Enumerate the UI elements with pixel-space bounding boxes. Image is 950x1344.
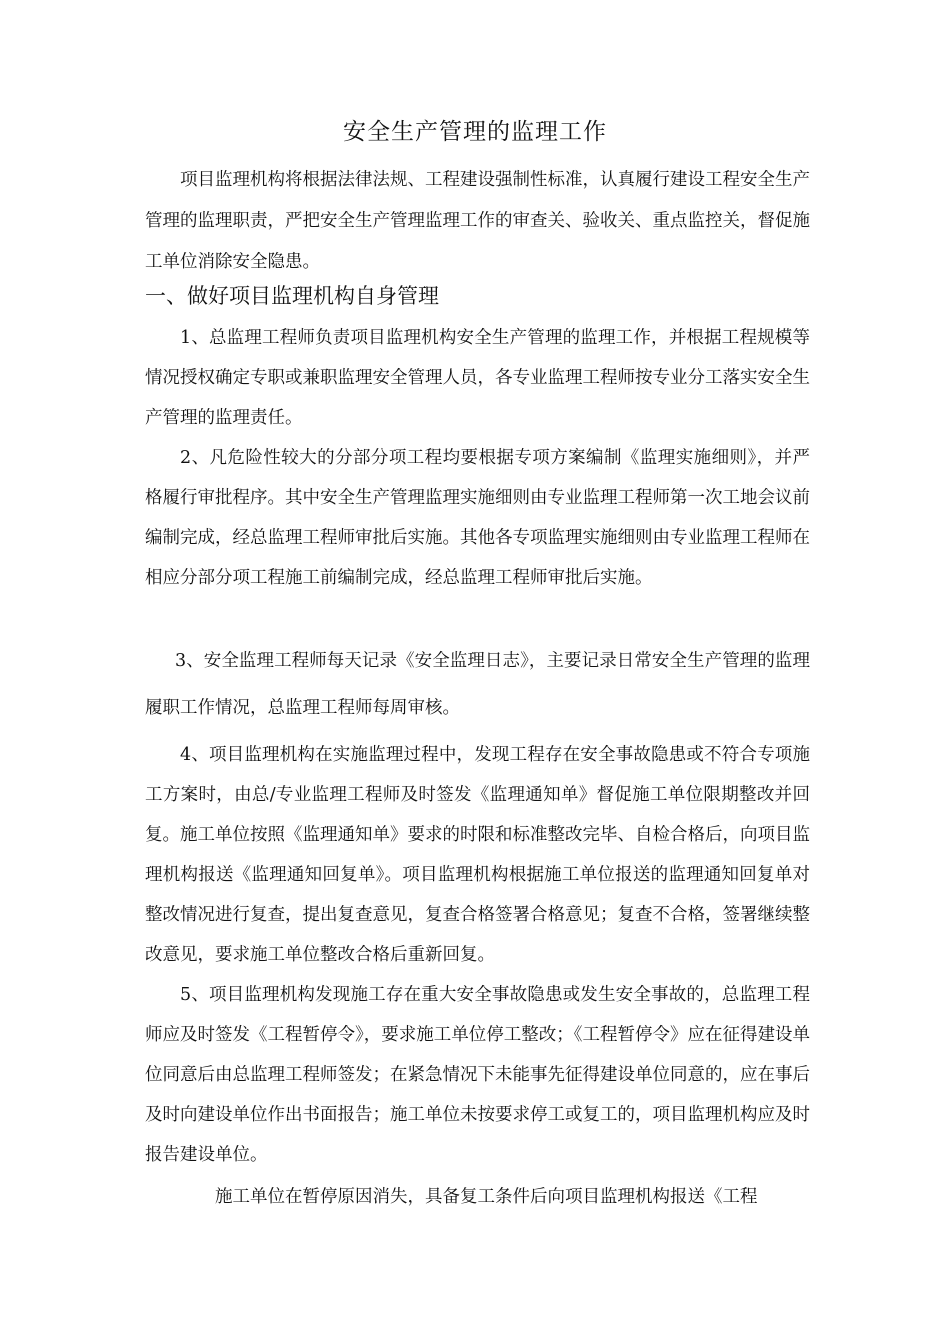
list-item: 2、凡危险性较大的分部分项工程均要根据专项方案编制《监理实施细则》，并严格履行审批程序。其中安全生产管理监理实施细则由专业监理工程师第一次工地会议前编制完成，经总监理工程师审批后实施。其他各专项监理实施细则由专业监理工程师在相应分部分项工程施工前编制完成，经总监理工程师审批后实施。 xyxy=(145,448,810,588)
list-item: 3、安全监理工程师每天记录《安全监理日志》，主要记录日常安全生产管理的监理履职工作情况，总监理工程师每周审核。 xyxy=(145,651,810,718)
list-item: 4、项目监理机构在实施监理过程中，发现工程存在安全事故隐患或不符合专项施工方案时，由总/专业监理工程师及时签发《监理通知单》督促施工单位限期整改并回复。施工单位按照《监理通知单》要求的时限和标准整改完毕、自检合格后，向项目监理机构报送《监理通知回复单》。项目监理机构根据施工单位报送的监理通知回复单对整改情况进行复查，提出复查意见，复查合格签署合格意见；复查不合格，签署继续整改意见，要求施工单位整改合格后重新回复。 xyxy=(145,745,810,965)
intro-paragraph: 项目监理机构将根据法律法规、工程建设强制性标准，认真履行建设工程安全生产管理的监理职责，严把安全生产管理监理工作的审查关、验收关、重点监控关，督促施工单位消除安全隐患。 xyxy=(145,170,810,272)
continuation-paragraph: 施工单位在暂停原因消失，具备复工条件后向项目监理机构报送《工程 xyxy=(215,1187,758,1207)
section-heading: 一、做好项目监理机构自身管理 xyxy=(145,284,439,308)
document-title: 安全生产管理的监理工作 xyxy=(343,119,607,145)
list-item: 1、总监理工程师负责项目监理机构安全生产管理的监理工作，并根据工程规模等情况授权确定专职或兼职监理安全管理人员，各专业监理工程师按专业分工落实安全生产管理的监理责任。 xyxy=(145,328,810,428)
list-item: 5、项目监理机构发现施工存在重大安全事故隐患或发生安全事故的，总监理工程师应及时签发《工程暂停令》，要求施工单位停工整改；《工程暂停令》应在征得建设单位同意后由总监理工程师签发；在紧急情况下未能事先征得建设单位同意的，应在事后及时向建设单位作出书面报告；施工单位未按要求停工或复工的，项目监理机构应及时报告建设单位。 xyxy=(145,985,810,1165)
